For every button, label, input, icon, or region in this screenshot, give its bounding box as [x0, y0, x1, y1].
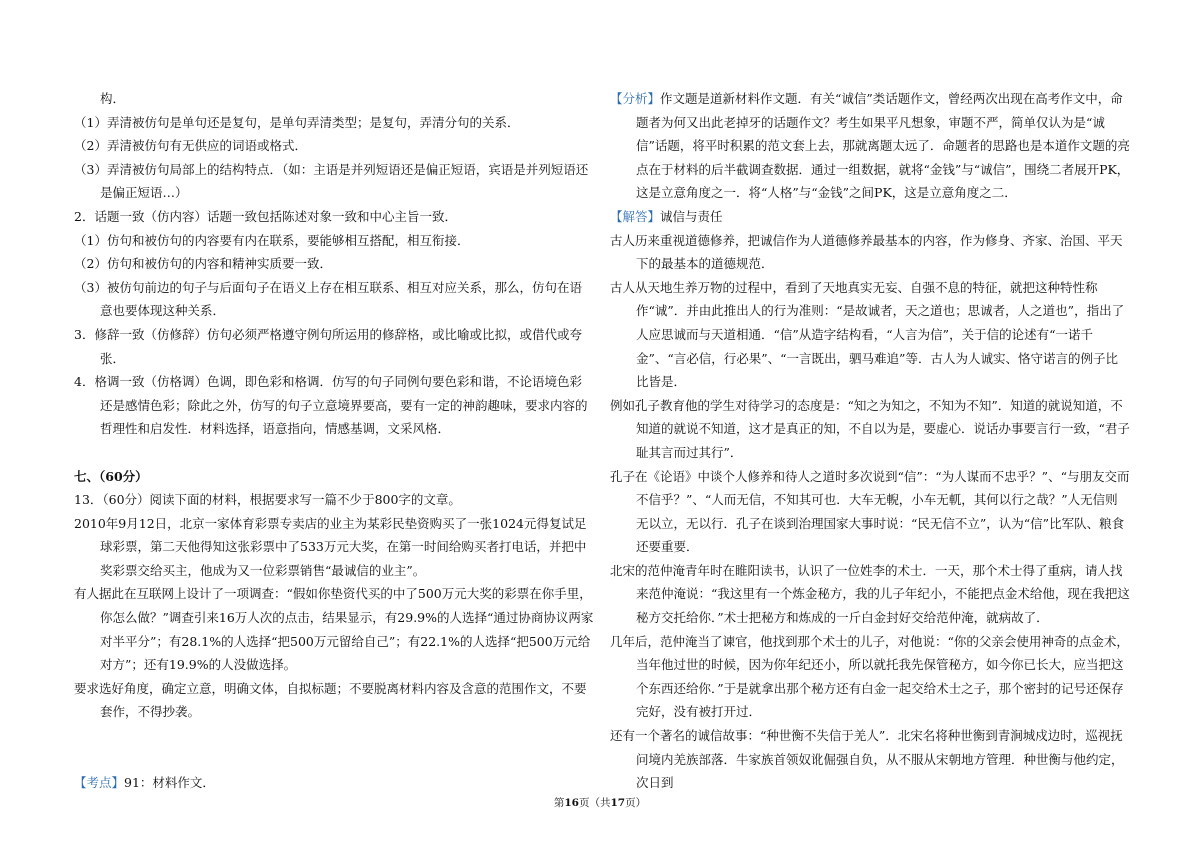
- paragraph-text: 作文题是道新材料作文题．有关“诚信”类话题作文，曾经两次出现在高考作文中，命题者为何又出此老掉牙的话题作文？考生如果平凡想象，审题不严，简单仅认为是“诚信”话题，将平时积累的范文套上去，那就离题太远了．命题者的思路也是本道作文题的亮点在于材料的后半截调查数据．通过一组数据，就将“金钱”与“诚信”，围绕二者展开PK，这是立意角度之一．将“人格”与“金钱”之间PK，这是立意角度之二．: [636, 91, 1130, 201]
- paragraph: 古人从天地生养万物的过程中，看到了天地真实无妄、自强不息的特征，就把这种特性称作“诚”．并由此推出人的行为准则：“是故诚者，天之道也；思诚者，人之道也”，指出了人应思诚而与天道相通．“信”从造字结构看，“人言为信”，关于信的论述有“一诺千金”、“言必信，行必果”、“一言既出，驷马难追”等．古人为人诚实、恪守诺言的例子比比皆是．: [610, 279, 1125, 390]
- tagged-paragraph: [610, 205, 1130, 229]
- section-tag: 【考点】: [74, 775, 125, 791]
- paragraph: 几年后，范仲淹当了谏官，他找到那个术士的儿子，对他说：“你的父亲会使用神奇的点金术，当年他过世的时候，因为你年纪还小，所以就托我先保管秘方，如今你已长大，应当把这个东西还给你．”于是就拿出那个秘方还有白金一起交给术士之子，那个密封的记号还保存完好，没有被打开过．: [610, 633, 1129, 720]
- section-tag: 【分析】: [610, 91, 661, 106]
- paragraph: 要求选好角度，确定立意，明确文体，自拟标题；不要脱离材料内容及含意的范围作文，不要套作，不得抄袭。: [74, 680, 587, 720]
- paragraph: 3．修辞一致（仿修辞）仿句必须严格遵守例句所运用的修辞格，或比喻或比拟，或借代或夸张．: [74, 326, 582, 366]
- footer-middle: 页（共: [579, 797, 611, 809]
- section-tag: 【解答】: [610, 208, 661, 224]
- paragraph: 2．话题一致（仿内容）话题一致包括陈述对象一致和中心主旨一致．: [74, 208, 457, 224]
- right-column: [610, 87, 1130, 795]
- paragraph-text: 诚信与责任: [660, 208, 723, 224]
- paragraph: 孔子在《论语》中谈个人修养和待人之道时多次说到“信”：“为人谋而不忠乎？”、“与朋友交而不信乎？”、“人而无信，不知其可也．大车无輗，小车无軏，其何以行之哉？”人无信则无以立，无以行．孔子在谈到治理国家大事时说：“民无信不立”，认为“信”比军队、粮食还要重要．: [610, 468, 1130, 555]
- section-heading: 七、（60分）: [74, 468, 148, 484]
- paragraph: 2010年9月12日，北京一家体育彩票专卖店的业主为某彩民垫资购买了一张1024元得复试足球彩票，第二天他得知这张彩票中了533万元大奖，在第一时间给购买者打电话，并把中奖彩票交给买主，他成为又一位彩票销售“最诚信的业主”。: [74, 515, 587, 578]
- paragraph: 有人据此在互联网上设计了一项调查：“假如你垫资代买的中了500万元大奖的彩票在你手里，你怎么做？”调查引来16万人次的点击，结果显示，有29.9%的人选择“通过协商协议两家对半平分”；有28.1%的人选择“把500万元留给自己”；有22.1%的人选择“把500万元给对方”；还有19.9%的人没做选择。: [74, 586, 594, 673]
- paragraph: （3）弄清被仿句局部上的结构特点．（如：主语是并列短语还是偏正短语，宾语是并列短语还是偏正短语…）: [74, 161, 589, 201]
- paragraph: 构．: [100, 91, 126, 106]
- tagged-paragraph: [74, 771, 594, 795]
- paragraph: 北宋的范仲淹青年时在睢阳读书，认识了一位姓李的术士．一天，那个术士得了重病，请人找来范仲淹说：“我这里有一个炼金秘方，我的儿子年纪小，不能把点金术给他，现在我把这秘方交托给你．”术士把秘方和炼成的一斤白金封好交给范仲淹，就病故了．: [610, 562, 1130, 626]
- paragraph-text: 91：材料作文．: [124, 775, 215, 791]
- spacer: [74, 441, 594, 465]
- paragraph: （2）仿句和被仿句的内容和精神实质要一致．: [74, 256, 332, 272]
- paragraph: （1）弄清被仿句是单句还是复句，是单句弄清类型；是复句，弄清分句的关系．: [74, 114, 520, 130]
- tagged-paragraph: [610, 87, 1130, 205]
- paragraph: 4．格调一致（仿格调）色调，即色彩和格调．仿写的句子同例句要色彩和谐，不论语境色彩还是感情色彩；除此之外，仿写的句子立意境界要高，要有一定的神韵趣味，要求内容的哲理性和启发性．材料选择，语意指向，情感基调，文采风格．: [74, 374, 588, 437]
- paragraph: 还有一个著名的诚信故事：“种世衡不失信于羌人”．北宋名将种世衡到青涧城戍边时，巡视抚问境内羌族部落．牛家族首领奴讹倔强自负，从不服从宋朝地方管理．种世衡与他约定，次日到: [610, 728, 1124, 791]
- footer-prefix: 第: [553, 797, 565, 809]
- page-footer: [0, 795, 1200, 810]
- paragraph: 13．（60分）阅读下面的材料，根据要求写一篇不少于800字的文章。: [74, 492, 461, 508]
- spacer: [74, 724, 594, 771]
- footer-total-pages: 17: [610, 797, 626, 809]
- footer-suffix: 页）: [625, 797, 647, 809]
- paragraph: 例如孔子教育他的学生对待学习的态度是：“知之为知之，不知为不知”．知道的就说知道，不知道的就说不知道，这才是真正的知，不自以为是，要虚心．说话办事要言行一致，“君子耻其言而过其行”．: [610, 397, 1130, 460]
- paragraph: 古人历来重视道德修养，把诚信作为人道德修养最基本的内容，作为修身、齐家、治国、平天下的最基本的道德规范．: [610, 232, 1123, 272]
- paragraph: （1）仿句和被仿句的内容要有内在联系，要能够相互搭配，相互衔接．: [74, 232, 470, 248]
- left-column: [74, 87, 594, 795]
- paragraph: （3）被仿句前边的句子与后面句子在语义上存在相互联系、相互对应关系，那么，仿句在语意也要体现这种关系．: [74, 279, 582, 319]
- footer-page-number: 16: [564, 797, 579, 809]
- paragraph: （2）弄清被仿句有无供应的词语或格式．: [74, 138, 307, 154]
